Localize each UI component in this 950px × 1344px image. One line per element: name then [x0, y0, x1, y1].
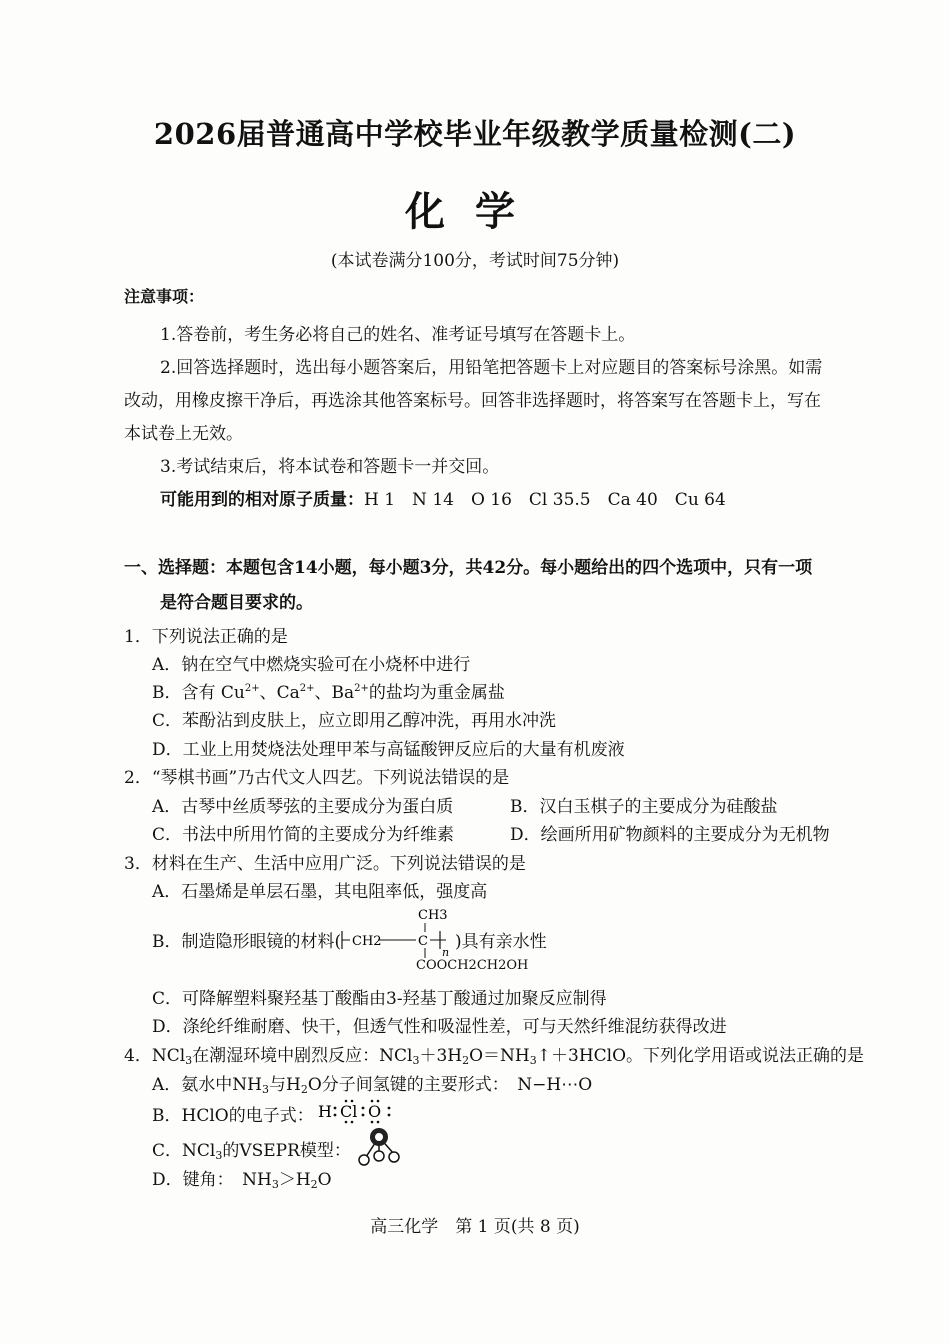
hclo-h: H — [318, 1102, 332, 1121]
q1-option-c: C．苯酚沾到皮肤上，应立即用乙醇冲洗，再用水冲洗 — [152, 711, 557, 731]
hclo-dot — [388, 1114, 391, 1117]
hclo-dot — [377, 1121, 380, 1124]
q1-b-sep2: 、Ba — [314, 683, 355, 703]
polymer-n: n — [442, 946, 450, 959]
hclo-o: O — [368, 1102, 382, 1121]
q4-d-suffix: O — [317, 1170, 332, 1190]
q4-option-a — [152, 1070, 592, 1096]
q1-b-suffix: 的盐均为重金属盐 — [368, 683, 505, 703]
q1-b-ca-charge: 2+ — [299, 683, 315, 694]
q2-stem: 2．“琴棋书画”乃古代文人四艺。下列说法错误的是 — [124, 768, 510, 788]
atomic-mass-line — [160, 485, 726, 510]
q2-option-b: B．汉白玉棋子的主要成分为硅酸盐 — [510, 797, 778, 817]
subject-title: 化学 — [405, 188, 545, 235]
hclo-dot — [362, 1114, 365, 1117]
q4-stem-b: 在潮湿环境中剧烈反应：NCl — [192, 1046, 413, 1066]
q4-stem-c: ＋3H — [419, 1046, 463, 1066]
q2-option-a: A．古琴中丝质琴弦的主要成分为蛋白质 — [152, 797, 454, 817]
q4-stem-a: 4．NCl — [124, 1046, 186, 1066]
atomic-mass-label: 可能用到的相对原子质量： — [160, 490, 364, 510]
q3-option-a: A．石墨烯是单层石墨，其电阻率低，强度高 — [152, 882, 488, 902]
q3-option-b-suffix: )具有亲水性 — [455, 932, 547, 952]
q1-b-cu-charge: 2+ — [244, 683, 260, 694]
notice-item-2-line-3: 本试卷上无效。 — [124, 424, 243, 444]
notice-item-2-line-2: 改动，用橡皮擦干净后，再选涂其他答案标号。回答非选择题时，将答案写在答题卡上，写在 — [124, 391, 821, 411]
q1-stem: 1．下列说法正确的是 — [124, 627, 288, 647]
polymer-c: C — [418, 934, 428, 949]
q4-c-prefix: C．NCl — [152, 1141, 216, 1161]
q1-b-ba-charge: 2+ — [354, 683, 369, 694]
exam-meta: (本试卷满分100分，考试时间75分钟) — [330, 251, 620, 271]
q4-stem-e: ↑＋3HClO。下列化学用语或说法正确的是 — [536, 1046, 865, 1066]
q1-b-prefix: B．含有 Cu — [152, 683, 245, 703]
q4-stem — [124, 1041, 864, 1067]
q4-stem-s3: 2 — [462, 1054, 470, 1067]
q4-option-b: B．HClO的电子式： — [152, 1106, 314, 1126]
q3-option-b-prefix: B．制造隐形眼镜的材料( — [152, 932, 342, 952]
q4-a-s1: 3 — [261, 1083, 269, 1096]
q1-b-sep1: 、Ca — [259, 683, 300, 703]
hclo-dot — [371, 1121, 374, 1124]
q4-a-s2: 2 — [300, 1083, 308, 1096]
polymer-ch3: CH3 — [418, 908, 448, 923]
hclo-dot — [362, 1107, 365, 1110]
hclo-dot — [334, 1114, 337, 1117]
notice-item-2-line-1: 2.回答选择题时，选出每小题答案后，用铅笔把答题卡上对应题目的答案标号涂黑。如需 — [160, 358, 823, 378]
q4-a-suffix: O分子间氢键的主要形式： N−H⋯O — [307, 1075, 593, 1095]
q1-option-a: A．钠在空气中燃烧实验可在小烧杯中进行 — [152, 655, 471, 675]
q1-option-d: D．工业上用焚烧法处理甲苯与高锰酸钾反应后的大量有机废液 — [152, 740, 625, 760]
q3-stem: 3．材料在生产、生活中应用广泛。下列说法错误的是 — [124, 854, 526, 874]
polymer-side-chain: COOCH2CH2OH — [416, 958, 529, 973]
notice-item-1: 1.答卷前，考生务必将自己的姓名、准考证号填写在答题卡上。 — [160, 325, 636, 345]
section-1-heading-cont: 是符合题目要求的。 — [160, 593, 313, 613]
hclo-electron-formula — [316, 1097, 396, 1125]
section-1-heading: 一、选择题：本题包含14小题，每小题3分，共42分。每小题给出的四个选项中，只有一项 — [124, 558, 813, 578]
hclo-dot — [345, 1121, 348, 1124]
q4-stem-d: O＝NH — [469, 1046, 530, 1066]
q4-stem-s1: 3 — [185, 1054, 193, 1067]
q4-a-prefix: A．氨水中NH — [152, 1075, 262, 1095]
q4-stem-s2: 3 — [412, 1054, 420, 1067]
q4-option-c — [152, 1136, 351, 1162]
q4-a-mid: 与H — [268, 1075, 301, 1095]
hclo-dot — [388, 1107, 391, 1110]
q3-option-c: C．可降解塑料聚羟基丁酸酯由3-羟基丁酸通过加聚反应制得 — [152, 989, 607, 1009]
q4-d-s1: 3 — [271, 1178, 279, 1191]
q2-option-c: C．书法中所用竹简的主要成分为纤维素 — [152, 825, 455, 845]
q4-c-s: 3 — [215, 1149, 223, 1162]
q4-stem-s4: 3 — [529, 1054, 537, 1067]
hclo-cl: Cl — [340, 1102, 358, 1121]
notice-item-3: 3.考试结束后，将本试卷和答题卡一并交回。 — [160, 457, 500, 477]
q4-option-d — [152, 1165, 332, 1191]
polymer-ch2: CH2 — [352, 934, 382, 949]
exam-title: 2026届普通高中学校毕业年级教学质量检测(二) — [153, 117, 797, 151]
atomic-mass-values: H 1 N 14 O 16 Cl 35.5 Ca 40 Cu 64 — [364, 490, 726, 510]
vsepr-model-icon — [354, 1126, 406, 1168]
hclo-dot — [351, 1121, 354, 1124]
q3-option-d: D．涤纶纤维耐磨、快干，但透气性和吸湿性差，可与天然纤维混纺获得改进 — [152, 1017, 727, 1037]
notice-heading: 注意事项： — [124, 287, 205, 306]
page-footer: 高三化学 第 1 页(共 8 页) — [370, 1217, 580, 1237]
hclo-dot — [334, 1107, 337, 1110]
q4-d-mid: ＞H — [278, 1170, 311, 1190]
q1-option-b — [152, 678, 505, 703]
q4-c-suffix: 的VSEPR模型： — [222, 1141, 351, 1161]
q2-option-d: D．绘画所用矿物颜料的主要成分为无机物 — [510, 825, 830, 845]
q4-d-prefix: D．键角： NH — [152, 1170, 272, 1190]
q4-d-s2: 2 — [310, 1178, 318, 1191]
